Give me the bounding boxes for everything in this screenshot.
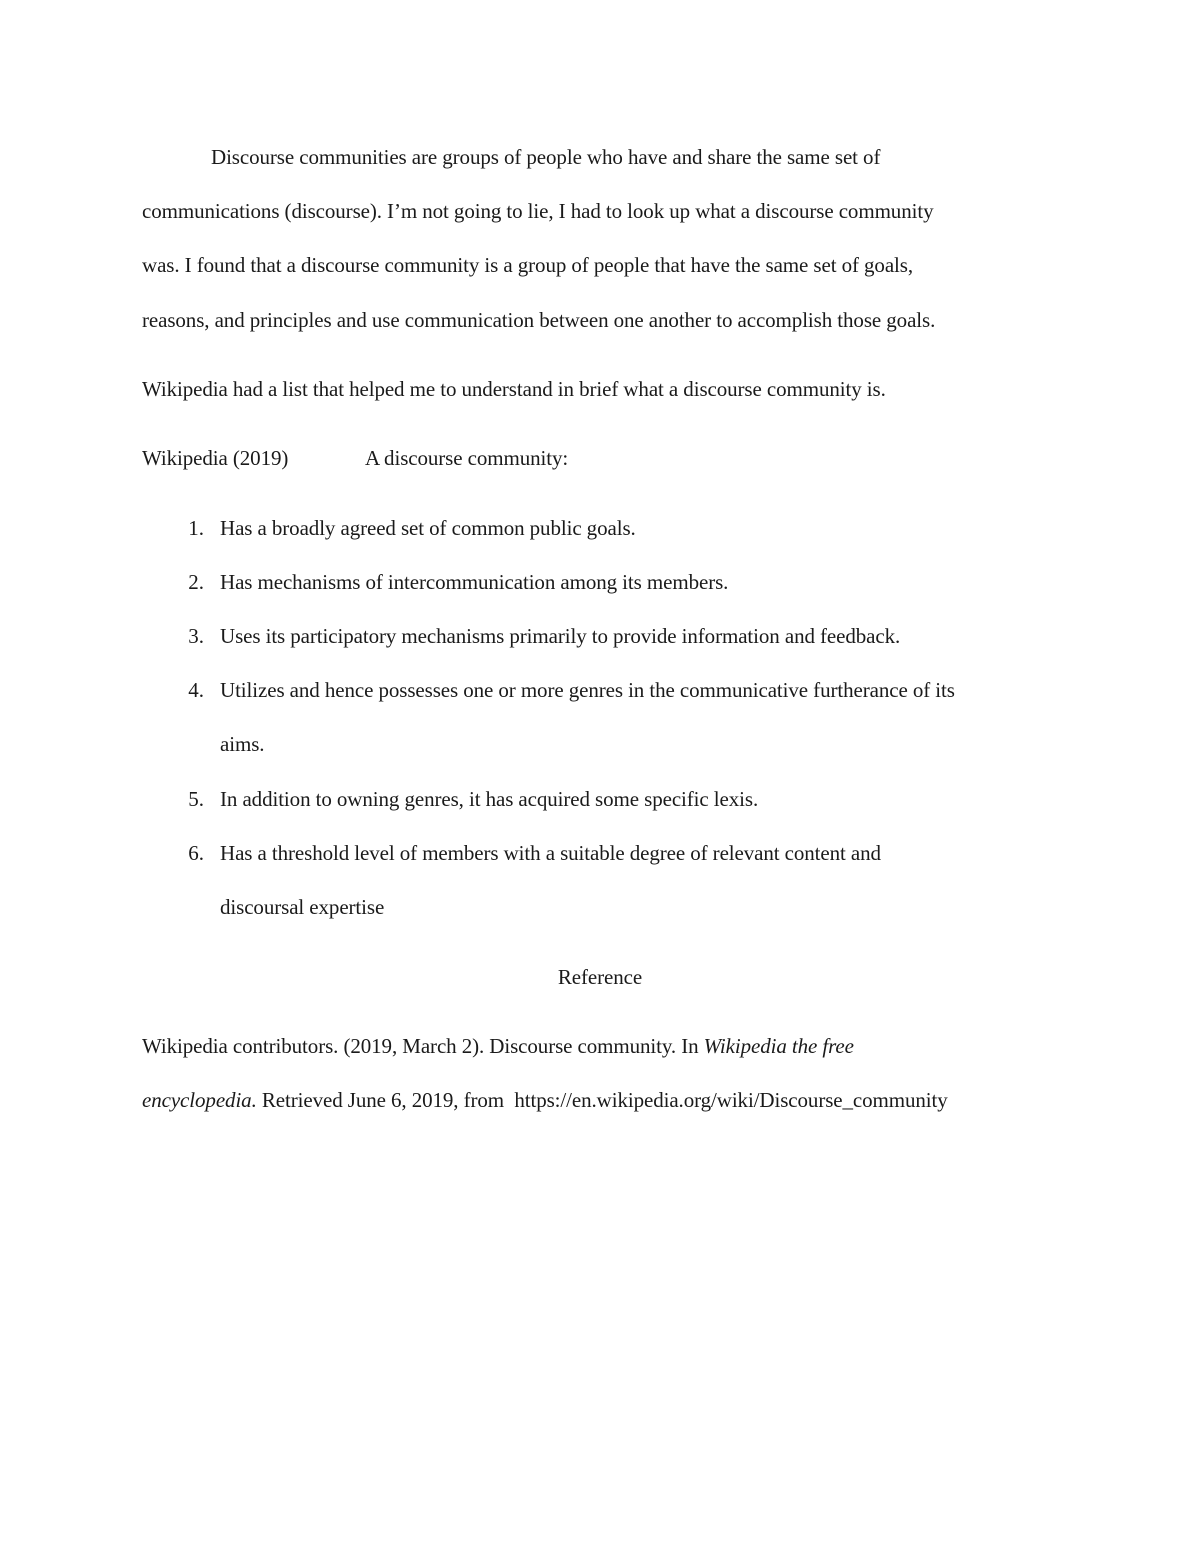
- reference-title-part-1: Wikipedia the free: [703, 1034, 854, 1058]
- list-item-text: Has mechanisms of intercommunication among its members.: [220, 570, 729, 594]
- citation-source: Wikipedia (2019): [142, 446, 289, 470]
- paragraph-line-2: communications (discourse). I’m not going to lie, I had to look up what a discourse community: [142, 199, 934, 223]
- list-item-text: Utilizes and hence possesses one or more genres in the communicative furtherance of its: [220, 678, 955, 702]
- list-item-number: 1.: [188, 516, 204, 540]
- list-item-number: 5.: [188, 787, 204, 811]
- paragraph-line-3: was. I found that a discourse community is a group of people that have the same set of goals,: [142, 253, 914, 277]
- reference-title-part-2: encyclopedia.: [142, 1088, 257, 1112]
- list-item-number: 3.: [188, 624, 204, 648]
- paragraph-line-1: Discourse communities are groups of people who have and share the same set of: [211, 145, 881, 169]
- reference-heading: Reference: [557, 965, 643, 989]
- list-item-text-continuation: aims.: [220, 732, 265, 756]
- reference-retrieval: Retrieved June 6, 2019, from https://en.wikipedia.org/wiki/Discourse_community: [256, 1088, 948, 1112]
- list-item-number: 6.: [188, 841, 204, 865]
- paragraph-line-4: reasons, and principles and use communication between one another to accomplish those goals.: [142, 308, 936, 332]
- list-item-text: Has a threshold level of members with a suitable degree of relevant content and: [220, 841, 881, 865]
- reference-prefix: Wikipedia contributors. (2019, March 2). Discourse community. In: [142, 1034, 704, 1058]
- list-item-text: Has a broadly agreed set of common public goals.: [220, 516, 636, 540]
- list-item-text: Uses its participatory mechanisms primarily to provide information and feedback.: [220, 624, 901, 648]
- list-item-number: 4.: [188, 678, 204, 702]
- reference-line-1: [142, 1032, 854, 1060]
- list-item-number: 2.: [188, 570, 204, 594]
- list-item-text: In addition to owning genres, it has acquired some specific lexis.: [220, 787, 759, 811]
- list-item-text-continuation: discoursal expertise: [220, 895, 385, 919]
- reference-line-2: [142, 1086, 948, 1114]
- list-heading: A discourse community:: [365, 446, 569, 470]
- intro-line: Wikipedia had a list that helped me to understand in brief what a discourse community is.: [142, 377, 886, 401]
